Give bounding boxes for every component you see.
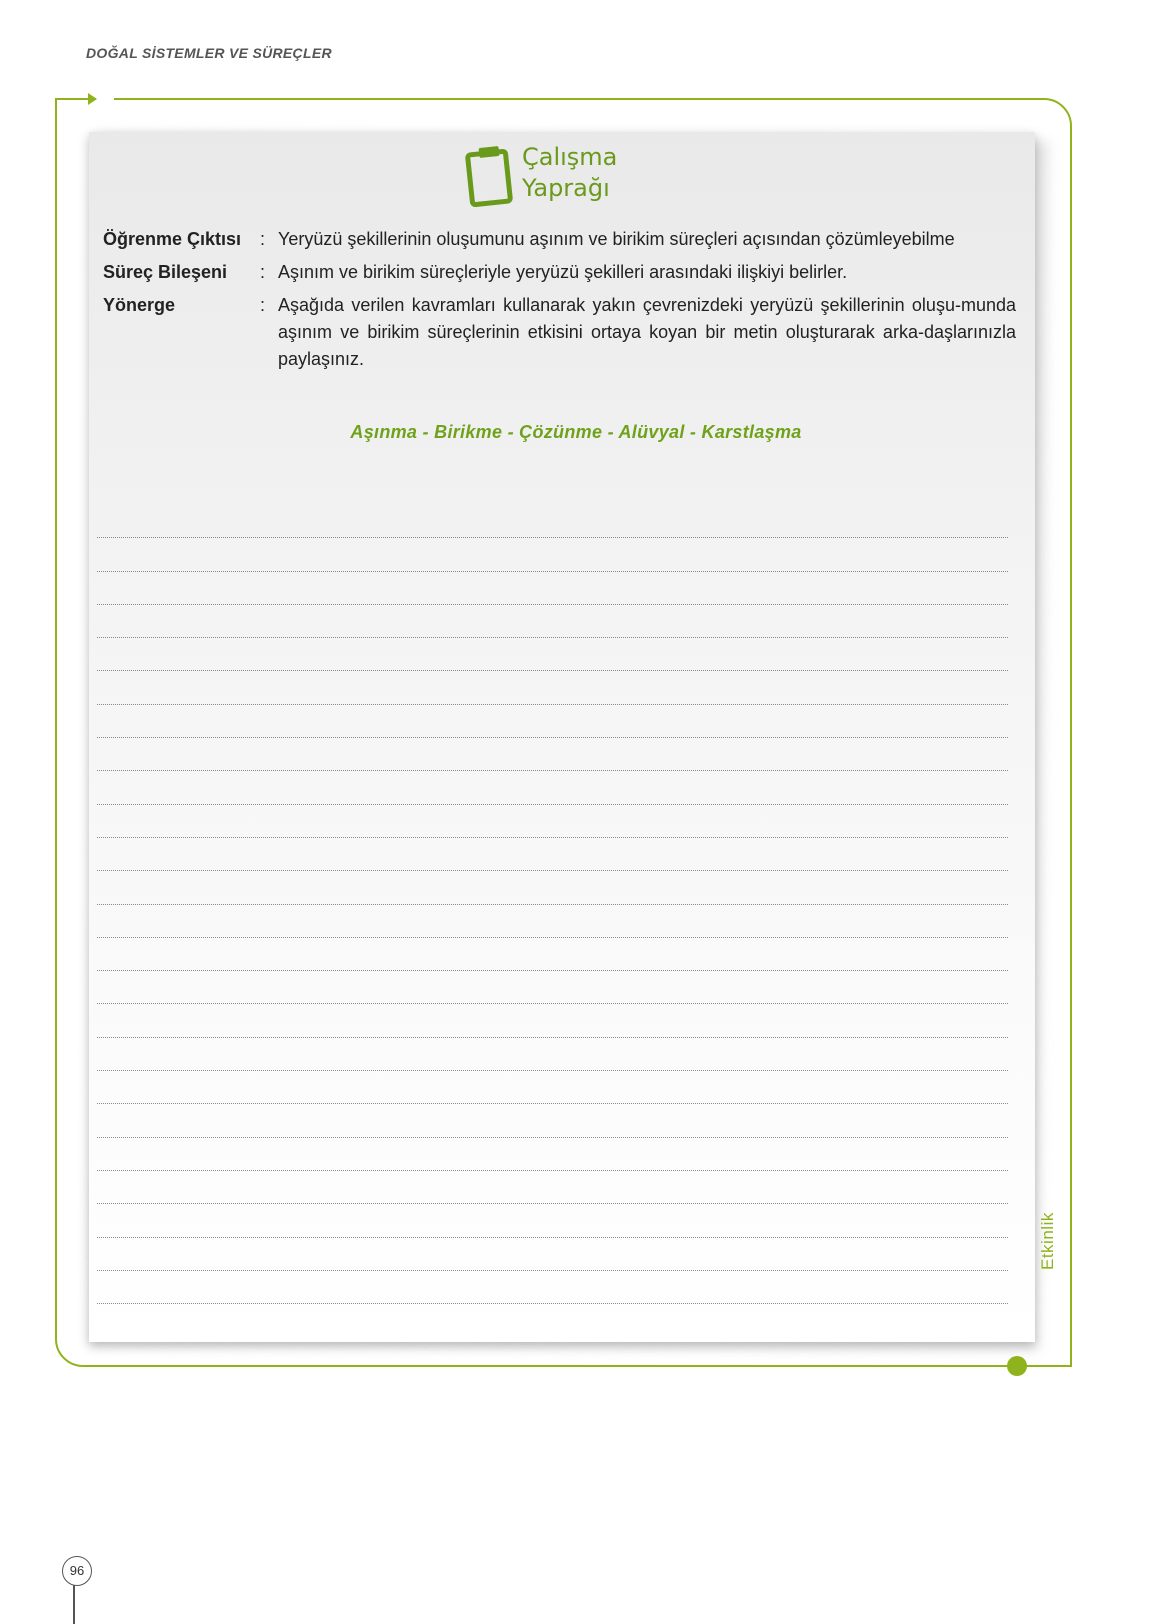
writing-lines[interactable] — [97, 505, 1008, 1304]
writing-line[interactable] — [97, 1104, 1008, 1137]
accent-dot — [1007, 1356, 1027, 1376]
side-label: Etkinlik — [1038, 1212, 1057, 1270]
row-label: Öğrenme Çıktısı — [103, 229, 242, 249]
writing-line[interactable] — [97, 705, 1008, 738]
writing-line[interactable] — [97, 638, 1008, 671]
writing-line[interactable] — [97, 1004, 1008, 1037]
clipboard-icon — [465, 143, 517, 207]
writing-line[interactable] — [97, 605, 1008, 638]
writing-line[interactable] — [97, 971, 1008, 1004]
writing-line[interactable] — [97, 1204, 1008, 1237]
page-number: 96 — [62, 1556, 92, 1586]
title-line-2: Yaprağı — [522, 174, 610, 202]
row-colon: : — [260, 295, 266, 315]
concept-list: Aşınma - Birikme - Çözünme - Alüvyal - Karstlaşma — [350, 422, 802, 442]
row-value: Aşağıda verilen kavramları kullanarak yakın çevrenizdeki yeryüzü şekillerinin oluşu-munda aşınım ve birikim süreçlerinin etkisini ortaya koyan bir metin oluşturarak arka-daşlarınızla paylaşınız. — [278, 295, 1016, 369]
row-label: Yönerge — [103, 295, 176, 315]
writing-line[interactable] — [97, 805, 1008, 838]
writing-line[interactable] — [97, 905, 1008, 938]
page-number-stem — [73, 1585, 75, 1624]
worksheet-title — [522, 142, 617, 204]
writing-line[interactable] — [97, 838, 1008, 871]
writing-line[interactable] — [97, 671, 1008, 704]
row-value: Yeryüzü şekillerinin oluşumunu aşınım ve birikim süreçleri açısından çözümleyebilme — [278, 229, 955, 249]
frame-gap — [96, 94, 114, 102]
writing-line[interactable] — [97, 1038, 1008, 1071]
row-colon: : — [260, 262, 266, 282]
writing-line[interactable] — [97, 538, 1008, 571]
unit-title: DOĞAL SİSTEMLER VE SÜREÇLER — [86, 45, 332, 61]
writing-line[interactable] — [97, 1271, 1008, 1304]
writing-line[interactable] — [97, 1071, 1008, 1104]
writing-line[interactable] — [97, 771, 1008, 804]
arrow-icon — [88, 93, 97, 105]
row-value: Aşınım ve birikim süreçleriyle yeryüzü şekilleri arasındaki ilişkiyi belirler. — [278, 262, 848, 282]
writing-line[interactable] — [97, 572, 1008, 605]
writing-line[interactable] — [97, 1138, 1008, 1171]
writing-line[interactable] — [97, 738, 1008, 771]
row-colon: : — [260, 229, 266, 249]
writing-line[interactable] — [97, 505, 1008, 538]
writing-line[interactable] — [97, 1238, 1008, 1271]
writing-line[interactable] — [97, 1171, 1008, 1204]
title-line-1: Çalışma — [522, 143, 618, 171]
row-label: Süreç Bileşeni — [103, 262, 228, 282]
writing-line[interactable] — [97, 938, 1008, 971]
writing-line[interactable] — [97, 871, 1008, 904]
